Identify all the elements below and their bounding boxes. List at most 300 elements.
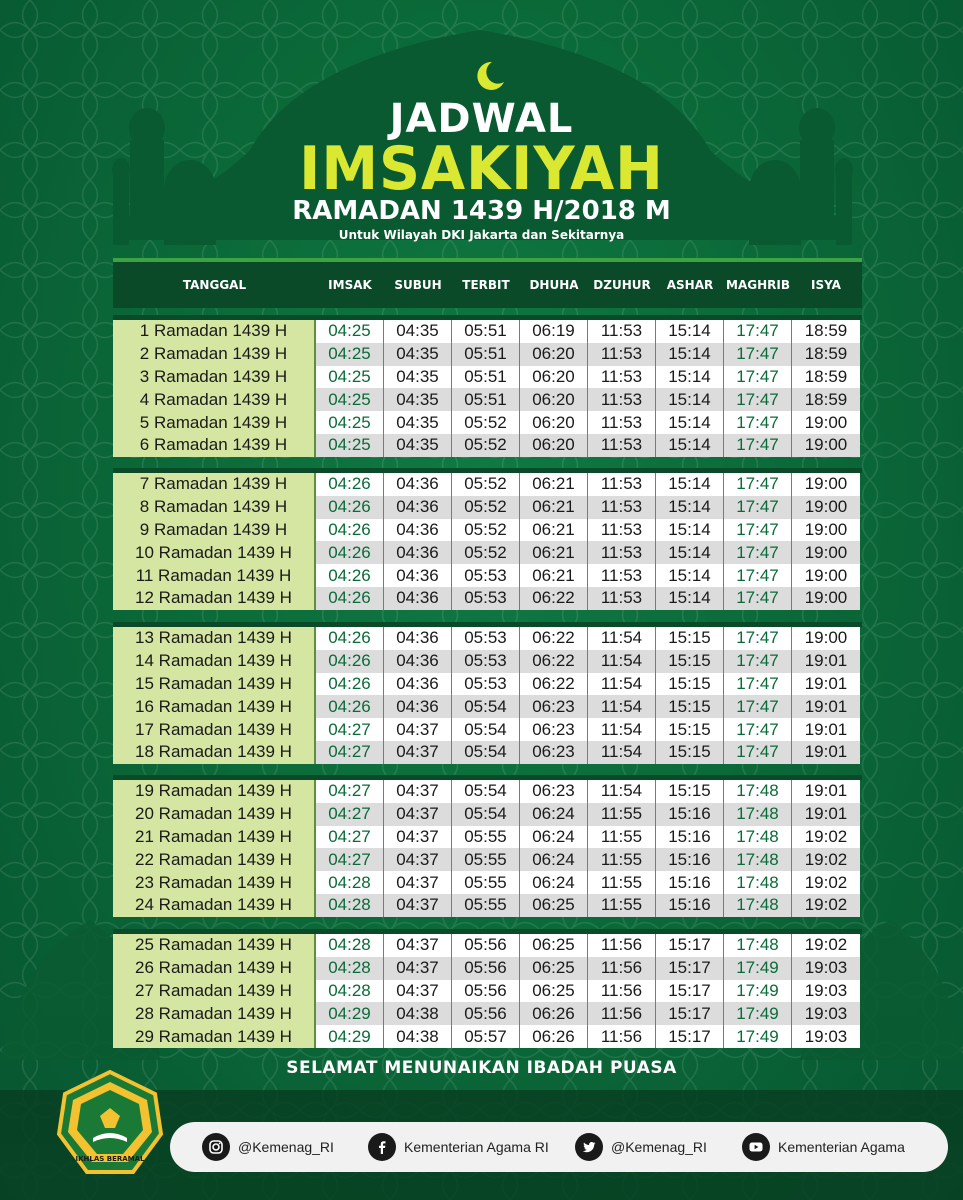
table-header [113, 258, 862, 308]
cell-terbit: 05:51 [452, 366, 520, 389]
cell-dhuha: 06:22 [520, 673, 588, 696]
cell-isya: 19:01 [792, 780, 860, 803]
cell-ashar: 15:16 [656, 848, 724, 871]
column-header-isya: ISYA [811, 278, 841, 292]
cell-isya: 19:00 [792, 496, 860, 519]
cell-dzuhur: 11:53 [588, 587, 656, 610]
cell-subuh: 04:36 [384, 473, 452, 496]
cell-imsak: 04:26 [316, 627, 384, 650]
cell-maghrib: 17:48 [724, 848, 792, 871]
cell-dhuha: 06:24 [520, 871, 588, 894]
week-group [113, 468, 862, 610]
cell-maghrib: 17:47 [724, 496, 792, 519]
kemenag-logo [55, 1068, 165, 1178]
table-row [113, 673, 862, 696]
cell-isya: 19:00 [792, 587, 860, 610]
cell-isya: 19:01 [792, 695, 860, 718]
cell-dhuha: 06:23 [520, 695, 588, 718]
cell-terbit: 05:56 [452, 957, 520, 980]
cell-dhuha: 06:20 [520, 343, 588, 366]
cell-subuh: 04:37 [384, 741, 452, 764]
cell-terbit: 05:56 [452, 934, 520, 957]
cell-imsak: 04:25 [316, 411, 384, 434]
region-subtitle: Untuk Wilayah DKI Jakarta dan Sekitarnya [338, 228, 625, 242]
cell-date: 23 Ramadan 1439 H [113, 871, 316, 894]
cell-dhuha: 06:23 [520, 780, 588, 803]
cell-subuh: 04:35 [384, 411, 452, 434]
cell-terbit: 05:53 [452, 564, 520, 587]
cell-subuh: 04:36 [384, 650, 452, 673]
cell-subuh: 04:37 [384, 826, 452, 849]
cell-subuh: 04:35 [384, 366, 452, 389]
cell-imsak: 04:26 [316, 673, 384, 696]
cell-ashar: 15:15 [656, 695, 724, 718]
cell-dhuha: 06:25 [520, 957, 588, 980]
social-youtube[interactable] [742, 1133, 905, 1161]
cell-isya: 19:00 [792, 564, 860, 587]
cell-dzuhur: 11:53 [588, 496, 656, 519]
facebook-icon [368, 1133, 396, 1161]
cell-ashar: 15:17 [656, 1002, 724, 1025]
cell-subuh: 04:37 [384, 848, 452, 871]
table-row [113, 718, 862, 741]
cell-subuh: 04:37 [384, 718, 452, 741]
cell-dzuhur: 11:56 [588, 934, 656, 957]
table-row [113, 519, 862, 542]
column-header-maghrib: MAGHRIB [726, 278, 790, 292]
cell-ashar: 15:14 [656, 343, 724, 366]
cell-isya: 19:01 [792, 673, 860, 696]
cell-ashar: 15:14 [656, 473, 724, 496]
cell-ashar: 15:14 [656, 541, 724, 564]
cell-dhuha: 06:20 [520, 388, 588, 411]
column-header-subuh: SUBUH [394, 278, 442, 292]
social-twitter[interactable] [575, 1133, 707, 1161]
table-row [113, 957, 862, 980]
instagram-icon [202, 1133, 230, 1161]
cell-date: 7 Ramadan 1439 H [113, 473, 316, 496]
column-header-tanggal: TANGGAL [182, 278, 247, 292]
cell-ashar: 15:14 [656, 411, 724, 434]
week-group [113, 315, 862, 457]
youtube-icon [742, 1133, 770, 1161]
cell-dzuhur: 11:55 [588, 803, 656, 826]
table-row [113, 1025, 862, 1048]
cell-subuh: 04:35 [384, 388, 452, 411]
cell-maghrib: 17:48 [724, 934, 792, 957]
cell-dhuha: 06:22 [520, 650, 588, 673]
cell-maghrib: 17:47 [724, 434, 792, 457]
cell-isya: 19:01 [792, 803, 860, 826]
cell-imsak: 04:29 [316, 1025, 384, 1048]
cell-dzuhur: 11:54 [588, 627, 656, 650]
cell-isya: 19:01 [792, 718, 860, 741]
cell-dzuhur: 11:53 [588, 434, 656, 457]
cell-dhuha: 06:19 [520, 320, 588, 343]
cell-subuh: 04:37 [384, 980, 452, 1003]
cell-dzuhur: 11:53 [588, 541, 656, 564]
table-row [113, 1002, 862, 1025]
cell-imsak: 04:26 [316, 587, 384, 610]
cell-date: 18 Ramadan 1439 H [113, 741, 316, 764]
cell-dhuha: 06:21 [520, 473, 588, 496]
cell-dzuhur: 11:54 [588, 695, 656, 718]
table-row [113, 473, 862, 496]
cell-terbit: 05:54 [452, 718, 520, 741]
cell-terbit: 05:57 [452, 1025, 520, 1048]
column-header-ashar: ASHAR [666, 278, 714, 292]
cell-date: 20 Ramadan 1439 H [113, 803, 316, 826]
table-row [113, 826, 862, 849]
cell-isya: 19:00 [792, 473, 860, 496]
cell-dzuhur: 11:53 [588, 366, 656, 389]
cell-dzuhur: 11:53 [588, 564, 656, 587]
cell-date: 2 Ramadan 1439 H [113, 343, 316, 366]
cell-terbit: 05:52 [452, 411, 520, 434]
cell-isya: 19:01 [792, 650, 860, 673]
cell-subuh: 04:36 [384, 673, 452, 696]
cell-maghrib: 17:47 [724, 541, 792, 564]
cell-maghrib: 17:47 [724, 411, 792, 434]
cell-dhuha: 06:25 [520, 980, 588, 1003]
week-group [113, 622, 862, 764]
cell-imsak: 04:27 [316, 718, 384, 741]
table-row [113, 894, 862, 917]
cell-imsak: 04:25 [316, 343, 384, 366]
cell-ashar: 15:14 [656, 366, 724, 389]
cell-subuh: 04:37 [384, 957, 452, 980]
cell-date: 12 Ramadan 1439 H [113, 587, 316, 610]
cell-terbit: 05:53 [452, 627, 520, 650]
cell-isya: 19:03 [792, 980, 860, 1003]
cell-terbit: 05:56 [452, 980, 520, 1003]
cell-ashar: 15:15 [656, 780, 724, 803]
cell-dzuhur: 11:54 [588, 650, 656, 673]
cell-ashar: 15:17 [656, 957, 724, 980]
cell-dzuhur: 11:55 [588, 826, 656, 849]
footer-slogan: SELAMAT MENUNAIKAN IBADAH PUASA [286, 1058, 677, 1078]
cell-dhuha: 06:25 [520, 894, 588, 917]
cell-dhuha: 06:21 [520, 564, 588, 587]
cell-terbit: 05:52 [452, 473, 520, 496]
table-row [113, 741, 862, 764]
column-header-imsak: IMSAK [328, 278, 372, 292]
cell-date: 27 Ramadan 1439 H [113, 980, 316, 1003]
cell-maghrib: 17:48 [724, 803, 792, 826]
cell-ashar: 15:16 [656, 803, 724, 826]
cell-date: 29 Ramadan 1439 H [113, 1025, 316, 1048]
cell-dhuha: 06:21 [520, 496, 588, 519]
cell-date: 10 Ramadan 1439 H [113, 541, 316, 564]
cell-imsak: 04:27 [316, 741, 384, 764]
cell-date: 4 Ramadan 1439 H [113, 388, 316, 411]
table-row [113, 934, 862, 957]
social-media-bar [170, 1122, 948, 1172]
cell-maghrib: 17:48 [724, 871, 792, 894]
table-row [113, 366, 862, 389]
cell-imsak: 04:29 [316, 1002, 384, 1025]
cell-subuh: 04:37 [384, 934, 452, 957]
cell-date: 16 Ramadan 1439 H [113, 695, 316, 718]
cell-terbit: 05:51 [452, 388, 520, 411]
table-row [113, 695, 862, 718]
cell-isya: 19:00 [792, 627, 860, 650]
cell-date: 14 Ramadan 1439 H [113, 650, 316, 673]
cell-dhuha: 06:26 [520, 1002, 588, 1025]
cell-dzuhur: 11:54 [588, 673, 656, 696]
cell-isya: 18:59 [792, 343, 860, 366]
week-group [113, 929, 862, 1048]
title-jadwal: JADWAL [389, 96, 574, 142]
cell-imsak: 04:26 [316, 650, 384, 673]
table-row [113, 343, 862, 366]
cell-dzuhur: 11:53 [588, 343, 656, 366]
cell-imsak: 04:27 [316, 780, 384, 803]
cell-maghrib: 17:48 [724, 826, 792, 849]
cell-terbit: 05:51 [452, 320, 520, 343]
cell-subuh: 04:36 [384, 564, 452, 587]
table-row [113, 848, 862, 871]
cell-terbit: 05:53 [452, 587, 520, 610]
cell-date: 9 Ramadan 1439 H [113, 519, 316, 542]
cell-date: 6 Ramadan 1439 H [113, 434, 316, 457]
cell-terbit: 05:56 [452, 1002, 520, 1025]
cell-isya: 19:03 [792, 957, 860, 980]
cell-isya: 18:59 [792, 388, 860, 411]
cell-dhuha: 06:23 [520, 718, 588, 741]
cell-date: 19 Ramadan 1439 H [113, 780, 316, 803]
cell-maghrib: 17:47 [724, 741, 792, 764]
cell-dhuha: 06:25 [520, 934, 588, 957]
cell-maghrib: 17:48 [724, 780, 792, 803]
cell-terbit: 05:51 [452, 343, 520, 366]
cell-terbit: 05:53 [452, 650, 520, 673]
cell-terbit: 05:55 [452, 826, 520, 849]
week-group [113, 775, 862, 917]
cell-ashar: 15:17 [656, 934, 724, 957]
cell-imsak: 04:27 [316, 826, 384, 849]
cell-date: 22 Ramadan 1439 H [113, 848, 316, 871]
cell-terbit: 05:52 [452, 541, 520, 564]
cell-imsak: 04:26 [316, 519, 384, 542]
cell-dzuhur: 11:54 [588, 718, 656, 741]
cell-isya: 19:02 [792, 848, 860, 871]
cell-dzuhur: 11:53 [588, 388, 656, 411]
cell-isya: 19:02 [792, 826, 860, 849]
social-facebook[interactable] [368, 1133, 549, 1161]
cell-maghrib: 17:47 [724, 650, 792, 673]
cell-maghrib: 17:47 [724, 366, 792, 389]
cell-ashar: 15:14 [656, 519, 724, 542]
cell-maghrib: 17:47 [724, 519, 792, 542]
cell-date: 11 Ramadan 1439 H [113, 564, 316, 587]
table-row [113, 411, 862, 434]
table-row [113, 627, 862, 650]
cell-subuh: 04:36 [384, 627, 452, 650]
cell-date: 5 Ramadan 1439 H [113, 411, 316, 434]
table-row [113, 564, 862, 587]
table-row [113, 388, 862, 411]
cell-subuh: 04:36 [384, 695, 452, 718]
cell-maghrib: 17:49 [724, 980, 792, 1003]
cell-subuh: 04:35 [384, 434, 452, 457]
cell-date: 17 Ramadan 1439 H [113, 718, 316, 741]
cell-isya: 19:03 [792, 1025, 860, 1048]
cell-ashar: 15:14 [656, 564, 724, 587]
cell-date: 3 Ramadan 1439 H [113, 366, 316, 389]
cell-ashar: 15:16 [656, 871, 724, 894]
cell-ashar: 15:14 [656, 434, 724, 457]
cell-imsak: 04:25 [316, 434, 384, 457]
cell-subuh: 04:37 [384, 871, 452, 894]
cell-imsak: 04:28 [316, 894, 384, 917]
cell-ashar: 15:16 [656, 826, 724, 849]
cell-ashar: 15:15 [656, 673, 724, 696]
cell-dhuha: 06:26 [520, 1025, 588, 1048]
cell-maghrib: 17:47 [724, 718, 792, 741]
cell-dhuha: 06:23 [520, 741, 588, 764]
column-header-dzuhur: DZUHUR [593, 278, 651, 292]
cell-subuh: 04:35 [384, 320, 452, 343]
cell-subuh: 04:38 [384, 1025, 452, 1048]
cell-date: 13 Ramadan 1439 H [113, 627, 316, 650]
cell-ashar: 15:15 [656, 741, 724, 764]
table-row [113, 541, 862, 564]
title-ramadan-year: RAMADAN 1439 H/2018 M [292, 196, 671, 226]
social-label: Kementerian Agama [778, 1139, 905, 1155]
cell-ashar: 15:14 [656, 587, 724, 610]
logo-motto: IKHLAS BERAMAL [75, 1155, 145, 1163]
cell-maghrib: 17:47 [724, 673, 792, 696]
cell-maghrib: 17:47 [724, 388, 792, 411]
cell-dzuhur: 11:54 [588, 741, 656, 764]
cell-ashar: 15:16 [656, 894, 724, 917]
cell-terbit: 05:55 [452, 848, 520, 871]
cell-dhuha: 06:22 [520, 587, 588, 610]
cell-dzuhur: 11:53 [588, 411, 656, 434]
cell-imsak: 04:25 [316, 366, 384, 389]
cell-maghrib: 17:47 [724, 564, 792, 587]
column-header-dhuha: DHUHA [529, 278, 579, 292]
cell-isya: 19:00 [792, 411, 860, 434]
table-row [113, 780, 862, 803]
cell-ashar: 15:15 [656, 627, 724, 650]
cell-isya: 19:01 [792, 741, 860, 764]
cell-dzuhur: 11:56 [588, 1025, 656, 1048]
cell-dzuhur: 11:55 [588, 894, 656, 917]
table-row [113, 650, 862, 673]
cell-terbit: 05:55 [452, 894, 520, 917]
cell-dhuha: 06:24 [520, 803, 588, 826]
column-header-terbit: TERBIT [462, 278, 510, 292]
cell-dzuhur: 11:55 [588, 871, 656, 894]
cell-imsak: 04:26 [316, 541, 384, 564]
cell-maghrib: 17:49 [724, 1025, 792, 1048]
cell-ashar: 15:17 [656, 1025, 724, 1048]
cell-date: 1 Ramadan 1439 H [113, 320, 316, 343]
cell-dzuhur: 11:56 [588, 1002, 656, 1025]
cell-dhuha: 06:20 [520, 434, 588, 457]
cell-imsak: 04:28 [316, 871, 384, 894]
cell-subuh: 04:36 [384, 541, 452, 564]
cell-isya: 18:59 [792, 366, 860, 389]
cell-terbit: 05:52 [452, 434, 520, 457]
cell-subuh: 04:36 [384, 519, 452, 542]
cell-dhuha: 06:21 [520, 519, 588, 542]
title-imsakiyah: IMSAKIYAH [299, 134, 664, 204]
table-row [113, 587, 862, 610]
cell-subuh: 04:38 [384, 1002, 452, 1025]
cell-ashar: 15:14 [656, 496, 724, 519]
cell-terbit: 05:53 [452, 673, 520, 696]
cell-imsak: 04:28 [316, 934, 384, 957]
cell-dhuha: 06:22 [520, 627, 588, 650]
cell-date: 21 Ramadan 1439 H [113, 826, 316, 849]
cell-date: 26 Ramadan 1439 H [113, 957, 316, 980]
cell-isya: 19:02 [792, 934, 860, 957]
cell-terbit: 05:52 [452, 496, 520, 519]
cell-imsak: 04:26 [316, 564, 384, 587]
social-instagram[interactable] [202, 1133, 334, 1161]
cell-ashar: 15:15 [656, 650, 724, 673]
cell-imsak: 04:25 [316, 320, 384, 343]
cell-dhuha: 06:24 [520, 848, 588, 871]
cell-date: 15 Ramadan 1439 H [113, 673, 316, 696]
cell-dhuha: 06:24 [520, 826, 588, 849]
table-row [113, 871, 862, 894]
cell-ashar: 15:14 [656, 388, 724, 411]
cell-ashar: 15:14 [656, 320, 724, 343]
cell-maghrib: 17:47 [724, 320, 792, 343]
table-row [113, 434, 862, 457]
cell-date: 25 Ramadan 1439 H [113, 934, 316, 957]
cell-terbit: 05:54 [452, 741, 520, 764]
table-row [113, 496, 862, 519]
social-label: Kementerian Agama RI [404, 1139, 549, 1155]
cell-imsak: 04:26 [316, 695, 384, 718]
social-label: @Kemenag_RI [611, 1139, 707, 1155]
cell-imsak: 04:26 [316, 496, 384, 519]
cell-dzuhur: 11:56 [588, 957, 656, 980]
cell-subuh: 04:36 [384, 496, 452, 519]
cell-isya: 18:59 [792, 320, 860, 343]
cell-isya: 19:02 [792, 871, 860, 894]
cell-imsak: 04:28 [316, 980, 384, 1003]
cell-dzuhur: 11:55 [588, 848, 656, 871]
cell-isya: 19:02 [792, 894, 860, 917]
cell-ashar: 15:15 [656, 718, 724, 741]
cell-subuh: 04:37 [384, 803, 452, 826]
cell-isya: 19:03 [792, 1002, 860, 1025]
table-row [113, 320, 862, 343]
cell-terbit: 05:54 [452, 803, 520, 826]
cell-subuh: 04:36 [384, 587, 452, 610]
cell-terbit: 05:52 [452, 519, 520, 542]
cell-imsak: 04:27 [316, 848, 384, 871]
cell-subuh: 04:37 [384, 894, 452, 917]
cell-imsak: 04:27 [316, 803, 384, 826]
cell-dhuha: 06:20 [520, 411, 588, 434]
cell-dzuhur: 11:54 [588, 780, 656, 803]
table-row [113, 803, 862, 826]
social-label: @Kemenag_RI [238, 1139, 334, 1155]
cell-imsak: 04:28 [316, 957, 384, 980]
cell-imsak: 04:26 [316, 473, 384, 496]
cell-maghrib: 17:47 [724, 627, 792, 650]
cell-imsak: 04:25 [316, 388, 384, 411]
cell-maghrib: 17:47 [724, 343, 792, 366]
cell-maghrib: 17:48 [724, 894, 792, 917]
